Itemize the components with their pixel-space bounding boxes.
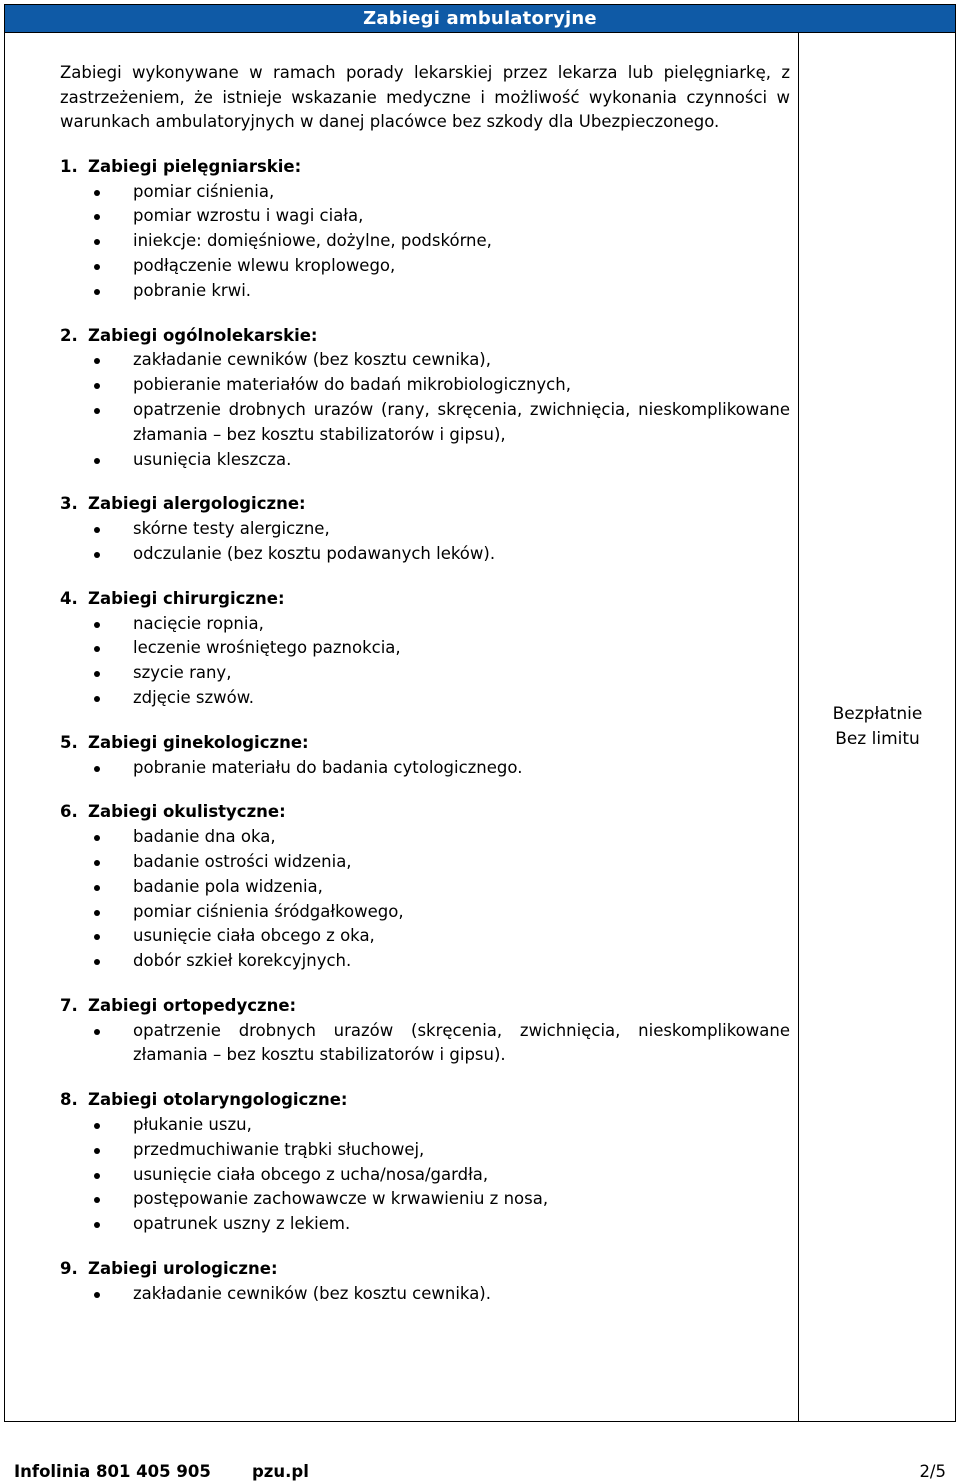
section-title <box>60 800 790 825</box>
section-heading: Zabiegi ogólnolekarskie: <box>88 325 318 345</box>
list-item-text: opatrzenie drobnych urazów (rany, skręcenia, zwichnięcia, nieskomplikowane złamania – bez kosztu stabilizatorów i gipsu), <box>133 399 790 444</box>
section-number: 6. <box>60 802 78 822</box>
section <box>60 1257 790 1307</box>
list-item <box>60 949 790 974</box>
bullet-list <box>60 612 790 711</box>
list-item-text: badanie dna oka, <box>133 827 276 847</box>
list-item <box>60 1113 790 1138</box>
bullet-icon <box>94 910 100 916</box>
bullet-icon <box>94 835 100 841</box>
list-item-text: podłączenie wlewu kroplowego, <box>133 255 396 275</box>
list-item <box>60 1138 790 1163</box>
bullet-icon <box>94 1197 100 1203</box>
bullet-icon <box>94 934 100 940</box>
section <box>60 155 790 304</box>
list-item <box>60 517 790 542</box>
list-item-text: zakładanie cewników (bez kosztu cewnika). <box>133 1283 491 1303</box>
bullet-icon <box>94 696 100 702</box>
bullet-list <box>60 180 790 304</box>
list-item-text: pomiar ciśnienia śródgałkowego, <box>133 901 404 921</box>
list-item-text: opatrzenie drobnych urazów (skręcenia, zwichnięcia, nieskomplikowane złamania – bez kosztu stabilizatorów i gipsu). <box>133 1020 790 1065</box>
section-number: 1. <box>60 156 78 176</box>
bullet-icon <box>94 527 100 533</box>
bullet-icon <box>94 1173 100 1179</box>
section <box>60 994 790 1068</box>
bullet-icon <box>94 1292 100 1298</box>
coverage-cell <box>800 33 955 1421</box>
list-item-text: pobranie krwi. <box>133 280 252 300</box>
list-item-text: skórne testy alergiczne, <box>133 519 330 539</box>
list-item-text: pobieranie materiałów do badań mikrobiologicznych, <box>133 375 571 395</box>
list-item <box>60 850 790 875</box>
table-title: Zabiegi ambulatoryjne <box>363 8 597 29</box>
section-title <box>60 155 790 180</box>
section-heading: Zabiegi ginekologiczne: <box>88 732 309 752</box>
coverage-free-label: Bezpłatnie <box>832 704 923 724</box>
list-item <box>60 612 790 637</box>
section-heading: Zabiegi chirurgiczne: <box>88 588 285 608</box>
section-title <box>60 587 790 612</box>
page-footer <box>14 1460 946 1484</box>
bullet-icon <box>94 622 100 628</box>
list-item <box>60 373 790 398</box>
list-item <box>60 661 790 686</box>
bullet-icon <box>94 383 100 389</box>
bullet-icon <box>94 646 100 652</box>
section-number: 7. <box>60 995 78 1015</box>
bullet-list <box>60 517 790 567</box>
section-title <box>60 1257 790 1282</box>
list-item-text: usunięcie ciała obcego z oka, <box>133 926 375 946</box>
bullet-icon <box>94 1029 100 1035</box>
list-item <box>60 825 790 850</box>
list-item <box>60 875 790 900</box>
bullet-list <box>60 1019 790 1069</box>
list-item <box>60 1212 790 1237</box>
bullet-icon <box>94 190 100 196</box>
bullet-icon <box>94 1222 100 1228</box>
list-item-text: badanie ostrości widzenia, <box>133 851 352 871</box>
bullet-icon <box>94 358 100 364</box>
bullet-icon <box>94 214 100 220</box>
list-item <box>60 756 790 781</box>
list-item-text: zdjęcie szwów. <box>133 687 254 707</box>
bullet-icon <box>94 458 100 464</box>
list-item <box>60 204 790 229</box>
list-item-text: postępowanie zachowawcze w krwawieniu z nosa, <box>133 1189 549 1209</box>
list-item <box>60 900 790 925</box>
section-list <box>60 155 790 1307</box>
section-heading: Zabiegi urologiczne: <box>88 1259 278 1279</box>
list-item-text: leczenie wrośniętego paznokcia, <box>133 638 401 658</box>
section-heading: Zabiegi pielęgniarskie: <box>88 156 302 176</box>
list-item-text: pomiar wzrostu i wagi ciała, <box>133 206 364 226</box>
section-number: 2. <box>60 325 78 345</box>
list-item <box>60 686 790 711</box>
list-item-text: usunięcia kleszcza. <box>133 449 292 469</box>
table-header <box>5 5 955 33</box>
list-item-text: pomiar ciśnienia, <box>133 181 275 201</box>
section <box>60 1088 790 1237</box>
list-item-text: nacięcie ropnia, <box>133 613 264 633</box>
bullet-icon <box>94 671 100 677</box>
section-number: 3. <box>60 494 78 514</box>
bullet-icon <box>94 289 100 295</box>
section-title <box>60 731 790 756</box>
bullet-list <box>60 1113 790 1237</box>
section-title <box>60 994 790 1019</box>
list-item <box>60 229 790 254</box>
section-number: 4. <box>60 588 78 608</box>
bullet-icon <box>94 264 100 270</box>
list-item <box>60 1019 790 1069</box>
footer-hotline: Infolinia 801 405 905 <box>14 1462 211 1481</box>
list-item <box>60 398 790 448</box>
section-title <box>60 1088 790 1113</box>
section <box>60 587 790 711</box>
bullet-list <box>60 1282 790 1307</box>
section-number: 5. <box>60 732 78 752</box>
section <box>60 492 790 566</box>
list-item-text: odczulanie (bez kosztu podawanych leków). <box>133 543 496 563</box>
bullet-list <box>60 756 790 781</box>
list-item-text: płukanie uszu, <box>133 1115 252 1135</box>
intro-paragraph: Zabiegi wykonywane w ramach porady lekarskiej przez lekarza lub pielęgniarkę, z zastrzeżeniem, że istnieje wskazanie medyczne i możliwość wykonania czynności w warunkach ambulatoryjnych w danej placówce bez szkody dla Ubezpieczonego. <box>60 63 790 132</box>
bullet-icon <box>94 766 100 772</box>
bullet-icon <box>94 959 100 965</box>
list-item <box>60 636 790 661</box>
bullet-icon <box>94 1123 100 1129</box>
list-item-text: dobór szkieł korekcyjnych. <box>133 951 352 971</box>
footer-website: pzu.pl <box>252 1462 309 1481</box>
list-item <box>60 254 790 279</box>
bullet-icon <box>94 860 100 866</box>
bullet-icon <box>94 885 100 891</box>
column-divider <box>798 33 799 1421</box>
section-heading: Zabiegi okulistyczne: <box>88 802 286 822</box>
list-item <box>60 1282 790 1307</box>
list-item-text: zakładanie cewników (bez kosztu cewnika), <box>133 350 491 370</box>
list-item-text: badanie pola widzenia, <box>133 876 323 896</box>
section-heading: Zabiegi alergologiczne: <box>88 494 306 514</box>
list-item-text: przedmuchiwanie trąbki słuchowej, <box>133 1139 425 1159</box>
footer-page-number: 2/5 <box>919 1462 946 1481</box>
list-item-text: pobranie materiału do badania cytologicznego. <box>133 757 523 777</box>
list-item <box>60 180 790 205</box>
services-table <box>4 4 956 1422</box>
list-item <box>60 279 790 304</box>
coverage-limit-label: Bez limitu <box>835 729 920 749</box>
section-heading: Zabiegi ortopedyczne: <box>88 995 297 1015</box>
services-description-cell <box>5 33 798 1421</box>
section <box>60 800 790 974</box>
list-item-text: iniekcje: domięśniowe, dożylne, podskórne, <box>133 231 492 251</box>
bullet-list <box>60 348 790 472</box>
list-item <box>60 448 790 473</box>
section-title <box>60 324 790 349</box>
section-heading: Zabiegi otolaryngologiczne: <box>88 1090 348 1110</box>
section-number: 9. <box>60 1259 78 1279</box>
bullet-list <box>60 825 790 974</box>
bullet-icon <box>94 408 100 414</box>
section <box>60 731 790 781</box>
bullet-icon <box>94 239 100 245</box>
list-item <box>60 1163 790 1188</box>
section <box>60 324 790 473</box>
list-item <box>60 924 790 949</box>
list-item-text: szycie rany, <box>133 663 232 683</box>
list-item-text: usunięcie ciała obcego z ucha/nosa/gardła, <box>133 1164 489 1184</box>
list-item-text: opatrunek uszny z lekiem. <box>133 1214 351 1234</box>
list-item <box>60 348 790 373</box>
list-item <box>60 1187 790 1212</box>
section-number: 8. <box>60 1090 78 1110</box>
section-title <box>60 492 790 517</box>
bullet-icon <box>94 552 100 558</box>
list-item <box>60 542 790 567</box>
bullet-icon <box>94 1148 100 1154</box>
